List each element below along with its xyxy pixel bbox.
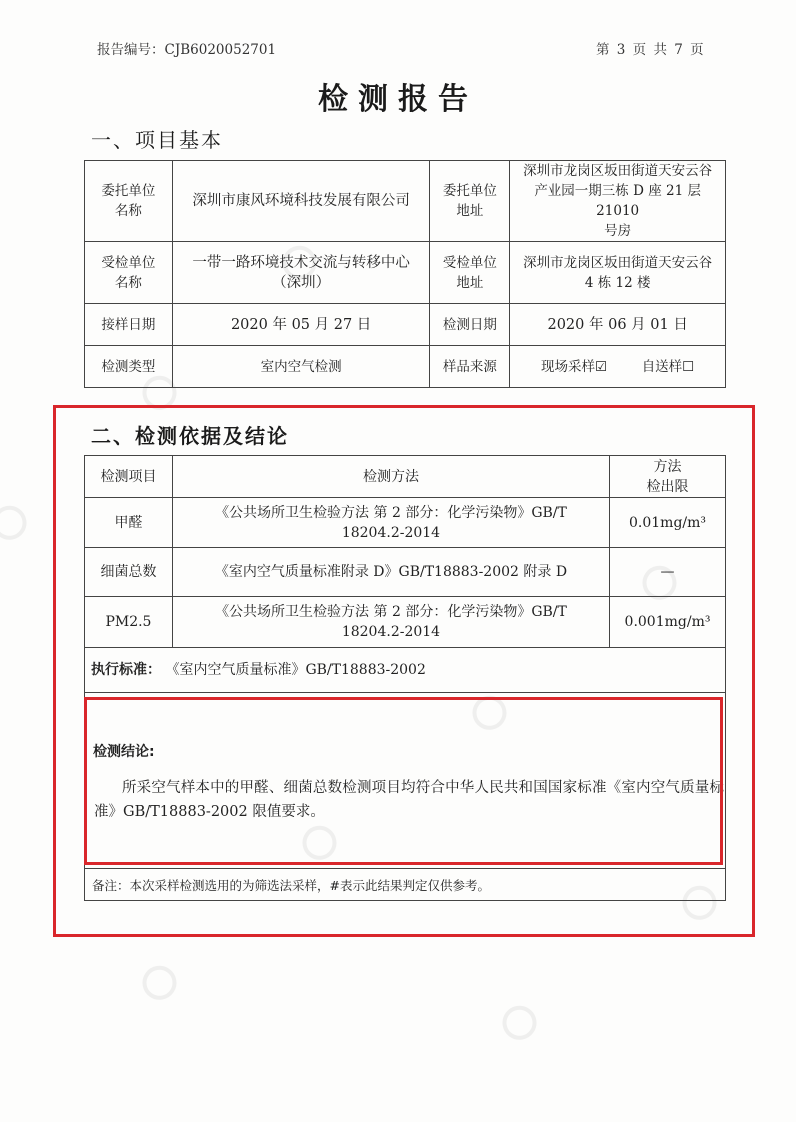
test-date-value: 2020 年 06 月 01 日 [510,304,726,346]
client-name-label: 委托单位 名称 [85,161,173,242]
sample-source-label: 样品来源 [430,346,510,388]
method-bacteria: 《室内空气质量标准附录 D》GB/T18883-2002 附录 D [172,548,609,597]
test-type-label: 检测类型 [85,346,173,388]
standard-label: 执行标准： [91,662,161,678]
item-formaldehyde: 甲醛 [85,498,173,548]
inspected-address-label: 受检单位 地址 [430,242,510,304]
test-date-label: 检测日期 [430,304,510,346]
header-method: 检测方法 [172,456,609,498]
standard-row [85,648,726,693]
watermark-logo-icon [132,953,187,1007]
table-row [85,597,726,648]
table-row [85,242,726,304]
conclusion-label: 检测结论: [93,744,155,760]
receive-date-value: 2020 年 05 月 27 日 [172,304,430,346]
limit-bacteria: — [610,548,726,597]
limit-pm25: 0.001mg/m³ [610,597,726,648]
remark-text: 备注：本次采样检测选用的为筛选法采样，#表示此结果判定仅供参考。 [92,878,490,893]
item-bacteria: 细菌总数 [85,548,173,597]
section-2-title: 二、检测依据及结论 [91,424,289,448]
sample-source-value [510,346,726,388]
client-name-value: 深圳市康风环境科技发展有限公司 [172,161,430,242]
watermark-logo-icon [492,993,547,1047]
method-pm25: 《公共场所卫生检验方法 第 2 部分：化学污染物》GB/T 18204.2-2014 [172,597,609,648]
header-item: 检测项目 [85,456,173,498]
page-number: 第 3 页 共 7 页 [596,42,704,58]
inspected-address-value: 深圳市龙岗区坂田街道天安云谷 4 栋 12 楼 [510,242,726,304]
report-number: 报告编号：CJB6020052701 [97,42,277,58]
item-pm25: PM2.5 [85,597,173,648]
conclusion-text: 所采空气样本中的甲醛、细菌总数检测项目均符合中华人民共和国国家标准《室内空气质量标准》GB/T18883-2002 限值要求。 [94,780,724,820]
test-type-value: 室内空气检测 [172,346,430,388]
client-address-label: 委托单位 地址 [430,161,510,242]
onsite-sampling-checkbox: 现场采样☑ [540,358,608,375]
section-1-title: 一、项目基本 [91,128,223,152]
highlight-box-inner [84,697,723,865]
table-row [85,346,726,388]
table-row [85,548,726,597]
watermark-logo-icon [0,493,36,547]
table-row [85,161,726,242]
table-header-row [85,456,726,498]
standard-value: 《室内空气质量标准》GB/T18883-2002 [165,662,426,678]
inspected-name-value: 一带一路环境技术交流与转移中心 （深圳） [172,242,430,304]
table-row [85,304,726,346]
table-row [85,498,726,548]
client-address-value: 深圳市龙岗区坂田街道天安云谷 产业园一期三栋 D 座 21 层 21010 号房 [510,161,726,242]
table-row [85,648,726,693]
project-info-table [84,160,726,388]
self-delivery-checkbox: 自送样☐ [641,358,695,375]
header-limit: 方法 检出限 [610,456,726,498]
page-title: 检测报告 [318,82,478,117]
inspected-name-label: 受检单位 名称 [85,242,173,304]
limit-formaldehyde: 0.01mg/m³ [610,498,726,548]
receive-date-label: 接样日期 [85,304,173,346]
method-formaldehyde: 《公共场所卫生检验方法 第 2 部分：化学污染物》GB/T 18204.2-2014 [172,498,609,548]
